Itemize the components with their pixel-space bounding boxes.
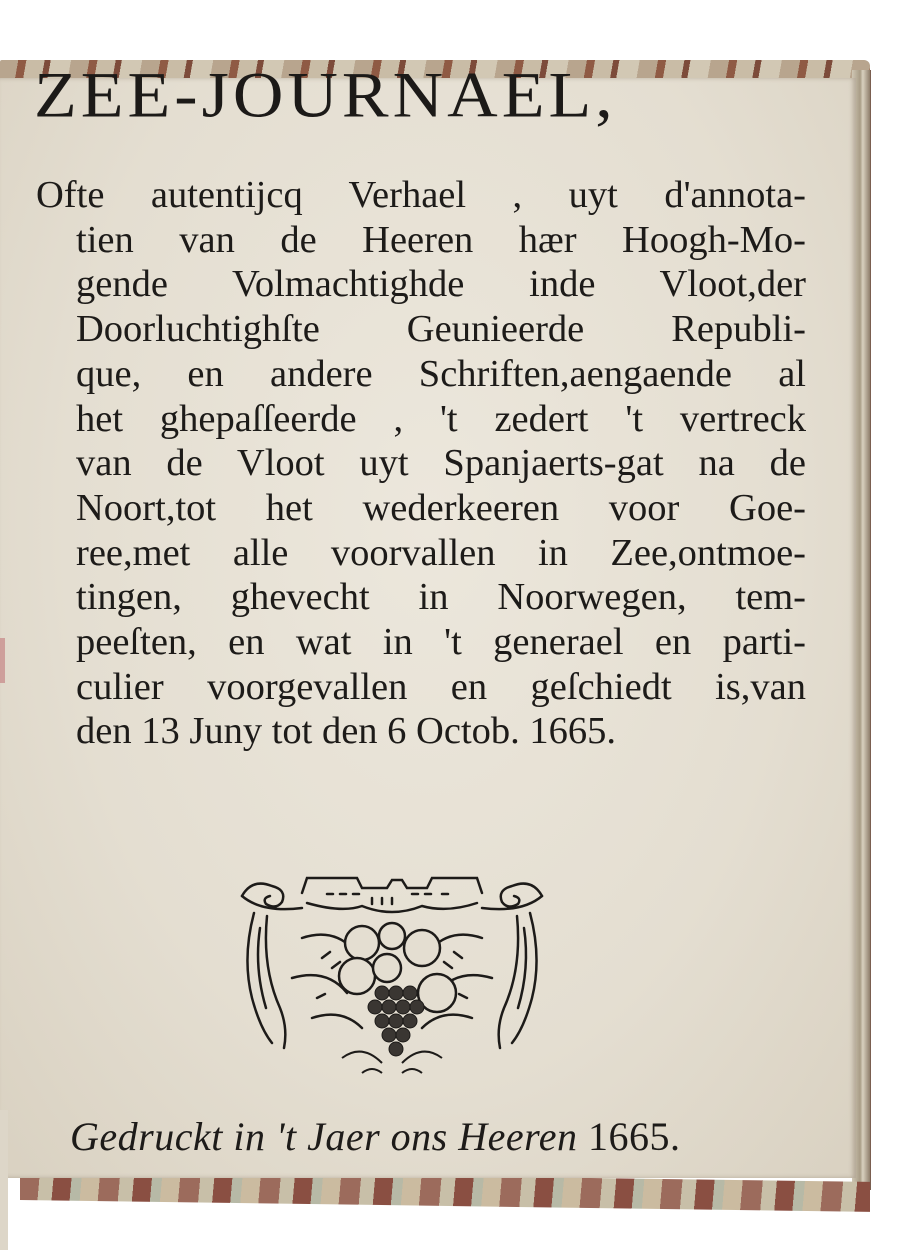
subtitle-line: peeſten, en wat in 't generael en parti- bbox=[76, 621, 806, 664]
imprint-year: 1665. bbox=[587, 1114, 681, 1159]
subtitle-block bbox=[36, 173, 806, 754]
subtitle-line: ree,met alle voorvallen in Zee,ontmoe- bbox=[76, 531, 806, 574]
subtitle-line: tingen, ghevecht in Noorwegen, tem- bbox=[76, 576, 806, 619]
subtitle-line: culier voorgevallen en geſchiedt is,van bbox=[76, 665, 806, 708]
subtitle-line: Ofte autentijcq Verhael , uyt d'annota- bbox=[36, 174, 806, 216]
title-page bbox=[0, 60, 856, 1178]
book bbox=[0, 60, 872, 1215]
stain-mark bbox=[0, 638, 5, 683]
subtitle-line: tien van de Heeren hær Hoogh-Mo- bbox=[76, 218, 806, 261]
page-title: ZEE-JOURNAEL, bbox=[34, 60, 617, 132]
subtitle-line: Noort,tot het wederkeeren voor Goe- bbox=[76, 486, 806, 529]
subtitle-line: den 13 Juny tot den 6 Octob. 1665. bbox=[76, 710, 617, 753]
left-flap-edge bbox=[0, 1110, 8, 1250]
subtitle-line: Doorluchtighſte Geunieerde Republi- bbox=[76, 308, 806, 351]
imprint-text: Gedruckt in 't Jaer ons Heeren bbox=[70, 1114, 578, 1159]
subtitle-line: gende Volmachtighde inde Vloot,der bbox=[76, 263, 806, 306]
woodcut-ornament-icon bbox=[232, 868, 552, 1083]
subtitle-line: que, en andere Schriften,aengaende al bbox=[76, 352, 806, 395]
subtitle-line: van de Vloot uyt Spanjaerts-gat na de bbox=[76, 442, 806, 485]
imprint bbox=[70, 1113, 770, 1160]
subtitle-line: het ghepaſſeerde , 't zedert 't vertreck bbox=[76, 397, 806, 440]
